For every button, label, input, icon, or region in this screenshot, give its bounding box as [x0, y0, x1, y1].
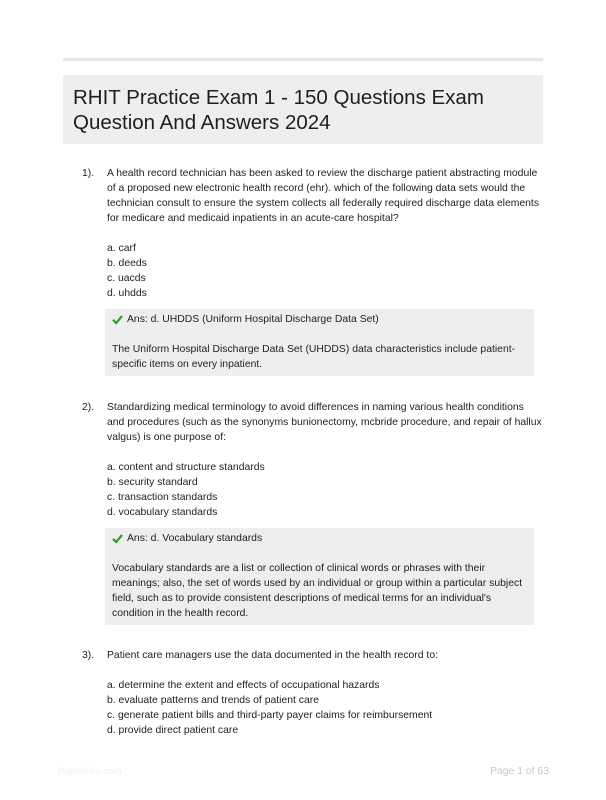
footer-watermark: Paperfolio.com — [58, 766, 122, 777]
option-a: a. carf — [107, 243, 136, 254]
top-divider — [63, 58, 543, 61]
option-c: c. transaction standards — [107, 492, 218, 503]
question-number: 1). — [82, 168, 95, 179]
question-1 — [82, 166, 542, 376]
check-icon — [112, 533, 123, 544]
option-d: d. provide direct patient care — [107, 725, 239, 736]
option-d: d. vocabulary standards — [107, 507, 218, 518]
question-text: A health record technician has been asked to review the discharge patient abstracting module of a proposed new electronic health record (ehr). which of the following data sets would the technician consult to ensure the system collects all federally required discharge data elements for medicare and medicaid inpatients in an acute-care hospital? — [107, 168, 540, 224]
options-list — [107, 460, 542, 520]
option-c: c. generate patient bills and third-party payer claims for reimbursement — [107, 710, 433, 721]
document-title — [73, 85, 533, 135]
answer-text: Ans: d. UHDDS (Uniform Hospital Discharge Data Set) — [127, 314, 379, 325]
options-list — [107, 241, 542, 301]
option-c: c. uacds — [107, 273, 146, 284]
title-line-2: Question And Answers 2024 — [73, 111, 331, 134]
page-number: Page 1 of 63 — [490, 766, 549, 777]
question-number: 2). — [82, 402, 95, 413]
option-a: a. content and structure standards — [107, 462, 265, 473]
question-number: 3). — [82, 650, 95, 661]
options-list — [107, 678, 542, 738]
question-2 — [82, 400, 542, 625]
option-b: b. evaluate patterns and trends of patient care — [107, 695, 319, 706]
option-a: a. determine the extent and effects of occupational hazards — [107, 680, 380, 691]
answer-box — [105, 309, 534, 376]
check-icon — [112, 314, 123, 325]
title-line-1: RHIT Practice Exam 1 - 150 Questions Exam — [73, 86, 484, 109]
question-text: Standardizing medical terminology to avoid differences in naming various health conditions and procedures (such as the synonyms bunionectomy, mcbride procedure, and repair of hallux valgus) is one purpose of: — [107, 402, 542, 443]
answer-text: Ans: d. Vocabulary standards — [127, 533, 263, 544]
question-3 — [82, 648, 542, 738]
option-d: d. uhdds — [107, 288, 147, 299]
answer-explanation: Vocabulary standards are a list or collection of clinical words or phrases with their meanings; also, the set of words used by an individual or group within a particular subject field, such as to provide consistent descriptions of medical terms for an individual's condition in the health record. — [112, 563, 523, 619]
option-b: b. security standard — [107, 477, 198, 488]
question-text: Patient care managers use the data documented in the health record to: — [107, 650, 438, 661]
answer-box — [105, 528, 534, 625]
option-b: b. deeds — [107, 258, 147, 269]
answer-explanation: The Uniform Hospital Discharge Data Set (UHDDS) data characteristics include patient-specific items on every inpatient. — [112, 344, 516, 370]
title-banner — [63, 75, 543, 144]
